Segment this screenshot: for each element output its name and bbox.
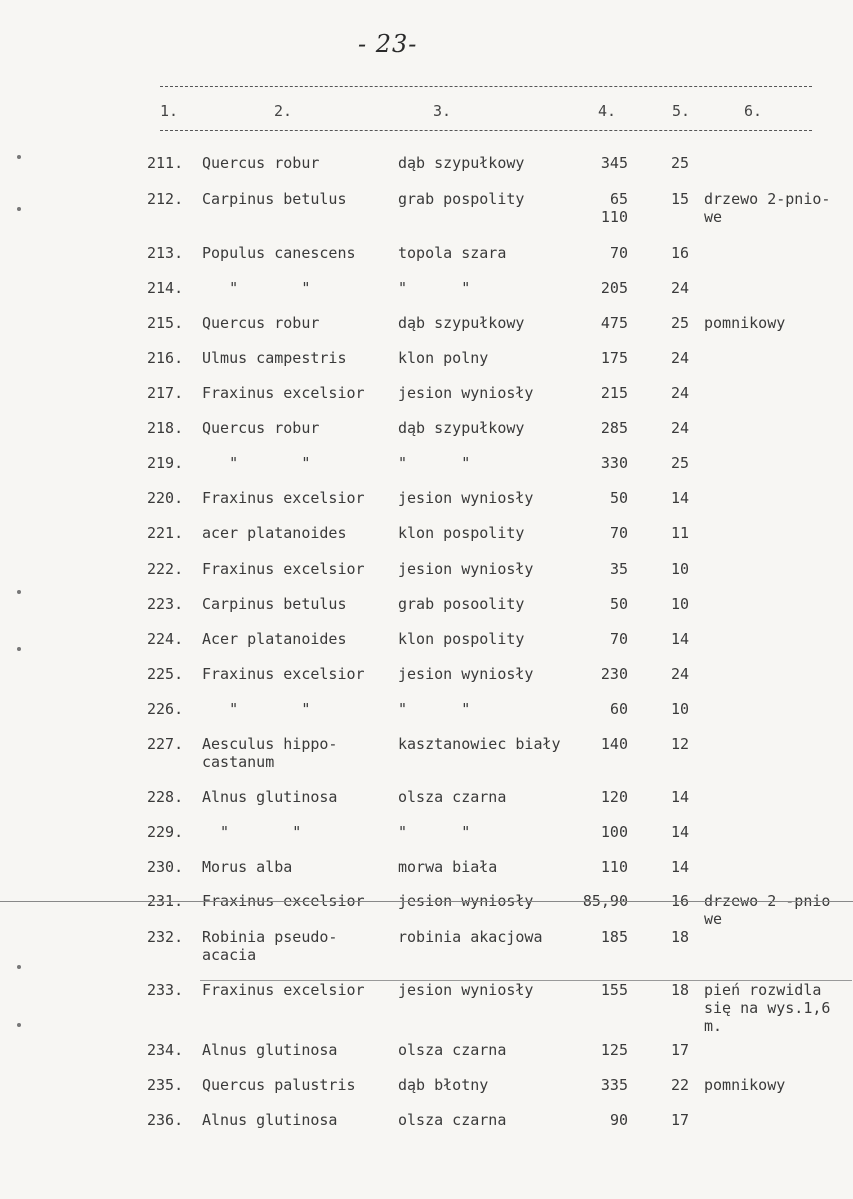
circumference: 50 <box>609 595 628 613</box>
polish-name: robinia akacjowa <box>398 928 543 946</box>
latin-name: " " <box>202 454 311 472</box>
latin-name: Fraxinus excelsior <box>202 384 365 402</box>
margin-mark <box>17 1023 21 1027</box>
height: 24 <box>671 279 690 297</box>
remarks: drzewo 2 -pnio we <box>704 892 831 928</box>
row-number: 212. <box>147 190 184 208</box>
height: 14 <box>671 858 690 876</box>
row-number: 234. <box>147 1041 184 1059</box>
row-number: 227. <box>147 735 184 753</box>
height: 10 <box>671 560 690 578</box>
circumference: 285 <box>600 419 628 437</box>
remarks: drzewo 2-pnio- we <box>704 190 831 226</box>
polish-name: " " <box>398 823 471 841</box>
polish-name: " " <box>398 700 471 718</box>
row-number: 229. <box>147 823 184 841</box>
row-number: 214. <box>147 279 184 297</box>
page-number: - 23- <box>358 30 418 58</box>
polish-name: jesion wyniosły <box>398 489 534 507</box>
height: 25 <box>671 314 690 332</box>
height: 14 <box>671 630 690 648</box>
remarks: pomnikowy <box>704 1076 786 1094</box>
circumference: 125 <box>600 1041 628 1059</box>
row-number: 225. <box>147 665 184 683</box>
row-number: 231. <box>147 892 184 910</box>
latin-name: Ulmus campestris <box>202 349 347 367</box>
header-col-2: 2. <box>274 102 293 120</box>
header-col-3: 3. <box>433 102 452 120</box>
circumference: 70 <box>609 244 628 262</box>
row-number: 226. <box>147 700 184 718</box>
polish-name: topola szara <box>398 244 507 262</box>
circumference: 215 <box>600 384 628 402</box>
row-number: 230. <box>147 858 184 876</box>
latin-name: Quercus robur <box>202 154 320 172</box>
latin-name: Aesculus hippo- castanum <box>202 735 338 771</box>
height: 14 <box>671 788 690 806</box>
margin-mark <box>17 207 21 211</box>
latin-name: Quercus palustris <box>202 1076 356 1094</box>
polish-name: dąb błotny <box>398 1076 489 1094</box>
circumference: 155 <box>600 981 628 999</box>
latin-name: " " <box>202 700 311 718</box>
circumference: 60 <box>609 700 628 718</box>
height: 18 <box>671 981 690 999</box>
height: 14 <box>671 489 690 507</box>
row-number: 235. <box>147 1076 184 1094</box>
polish-name: grab pospolity <box>398 190 525 208</box>
latin-name: Fraxinus excelsior <box>202 489 365 507</box>
row-number: 220. <box>147 489 184 507</box>
height: 14 <box>671 823 690 841</box>
height: 24 <box>671 665 690 683</box>
latin-name: Robinia pseudo- acacia <box>202 928 338 964</box>
latin-name: Alnus glutinosa <box>202 1041 338 1059</box>
latin-name: Acer platanoides <box>202 630 347 648</box>
polish-name: jesion wyniosły <box>398 560 534 578</box>
circumference: 70 <box>609 630 628 648</box>
polish-name: dąb szypułkowy <box>398 419 525 437</box>
height: 24 <box>671 384 690 402</box>
row-rule <box>200 980 852 981</box>
polish-name: " " <box>398 454 471 472</box>
header-col-4: 4. <box>598 102 617 120</box>
polish-name: jesion wyniosły <box>398 981 534 999</box>
height: 11 <box>671 524 690 542</box>
row-number: 228. <box>147 788 184 806</box>
height: 10 <box>671 700 690 718</box>
polish-name: olsza czarna <box>398 1111 507 1129</box>
latin-name: Quercus robur <box>202 419 320 437</box>
circumference: 205 <box>600 279 628 297</box>
margin-mark <box>17 647 21 651</box>
latin-name: Carpinus betulus <box>202 190 347 208</box>
row-number: 215. <box>147 314 184 332</box>
header-col-6: 6. <box>744 102 763 120</box>
row-number: 211. <box>147 154 184 172</box>
height: 16 <box>671 244 690 262</box>
header-bottom-rule <box>160 130 812 131</box>
row-number: 224. <box>147 630 184 648</box>
height: 16 <box>671 892 690 910</box>
height: 25 <box>671 454 690 472</box>
circumference: 85,90 <box>582 892 628 910</box>
circumference: 100 <box>600 823 628 841</box>
latin-name: Carpinus betulus <box>202 595 347 613</box>
row-number: 236. <box>147 1111 184 1129</box>
polish-name: grab posoolity <box>398 595 525 613</box>
polish-name: olsza czarna <box>398 788 507 806</box>
row-number: 213. <box>147 244 184 262</box>
row-number: 223. <box>147 595 184 613</box>
circumference: 345 <box>600 154 628 172</box>
polish-name: kasztanowiec biały <box>398 735 561 753</box>
circumference: 230 <box>600 665 628 683</box>
latin-name: Fraxinus excelsior <box>202 981 365 999</box>
polish-name: klon pospolity <box>398 524 525 542</box>
circumference: 35 <box>609 560 628 578</box>
height: 18 <box>671 928 690 946</box>
latin-name: Quercus robur <box>202 314 320 332</box>
latin-name: Morus alba <box>202 858 293 876</box>
row-number: 217. <box>147 384 184 402</box>
polish-name: " " <box>398 279 471 297</box>
latin-name: Alnus glutinosa <box>202 788 338 806</box>
height: 25 <box>671 154 690 172</box>
circumference: 140 <box>600 735 628 753</box>
remarks: pomnikowy <box>704 314 786 332</box>
circumference: 70 <box>609 524 628 542</box>
remarks: pień rozwidla się na wys.1,6 m. <box>704 981 831 1035</box>
circumference: 50 <box>609 489 628 507</box>
header-col-5: 5. <box>672 102 691 120</box>
row-number: 233. <box>147 981 184 999</box>
margin-mark <box>17 155 21 159</box>
circumference: 90 <box>609 1111 628 1129</box>
height: 17 <box>671 1041 690 1059</box>
row-number: 221. <box>147 524 184 542</box>
latin-name: Alnus glutinosa <box>202 1111 338 1129</box>
polish-name: morwa biała <box>398 858 498 876</box>
circumference: 335 <box>600 1076 628 1094</box>
header-top-rule <box>160 86 812 87</box>
latin-name: " " <box>202 279 311 297</box>
circumference: 120 <box>600 788 628 806</box>
circumference: 65 110 <box>600 190 628 226</box>
latin-name: Populus canescens <box>202 244 356 262</box>
row-number: 222. <box>147 560 184 578</box>
margin-mark <box>17 590 21 594</box>
height: 24 <box>671 349 690 367</box>
polish-name: klon pospolity <box>398 630 525 648</box>
circumference: 175 <box>600 349 628 367</box>
circumference: 330 <box>600 454 628 472</box>
header-col-1: 1. <box>160 102 179 120</box>
polish-name: dąb szypułkowy <box>398 314 525 332</box>
polish-name: jesion wyniosły <box>398 665 534 683</box>
height: 15 <box>671 190 690 208</box>
row-number: 219. <box>147 454 184 472</box>
row-number: 218. <box>147 419 184 437</box>
polish-name: jesion wyniosły <box>398 892 534 910</box>
margin-mark <box>17 965 21 969</box>
latin-name: Fraxinus excelsior <box>202 560 365 578</box>
polish-name: jesion wyniosły <box>398 384 534 402</box>
latin-name: acer platanoides <box>202 524 347 542</box>
height: 12 <box>671 735 690 753</box>
circumference: 185 <box>600 928 628 946</box>
polish-name: klon polny <box>398 349 489 367</box>
latin-name: Fraxinus excelsior <box>202 665 365 683</box>
height: 10 <box>671 595 690 613</box>
strikethrough-line <box>0 901 853 902</box>
latin-name: Fraxinus excelsior <box>202 892 365 910</box>
row-number: 216. <box>147 349 184 367</box>
polish-name: dąb szypułkowy <box>398 154 525 172</box>
latin-name: " " <box>202 823 302 841</box>
circumference: 475 <box>600 314 628 332</box>
height: 22 <box>671 1076 690 1094</box>
polish-name: olsza czarna <box>398 1041 507 1059</box>
circumference: 110 <box>600 858 628 876</box>
height: 24 <box>671 419 690 437</box>
height: 17 <box>671 1111 690 1129</box>
row-number: 232. <box>147 928 184 946</box>
